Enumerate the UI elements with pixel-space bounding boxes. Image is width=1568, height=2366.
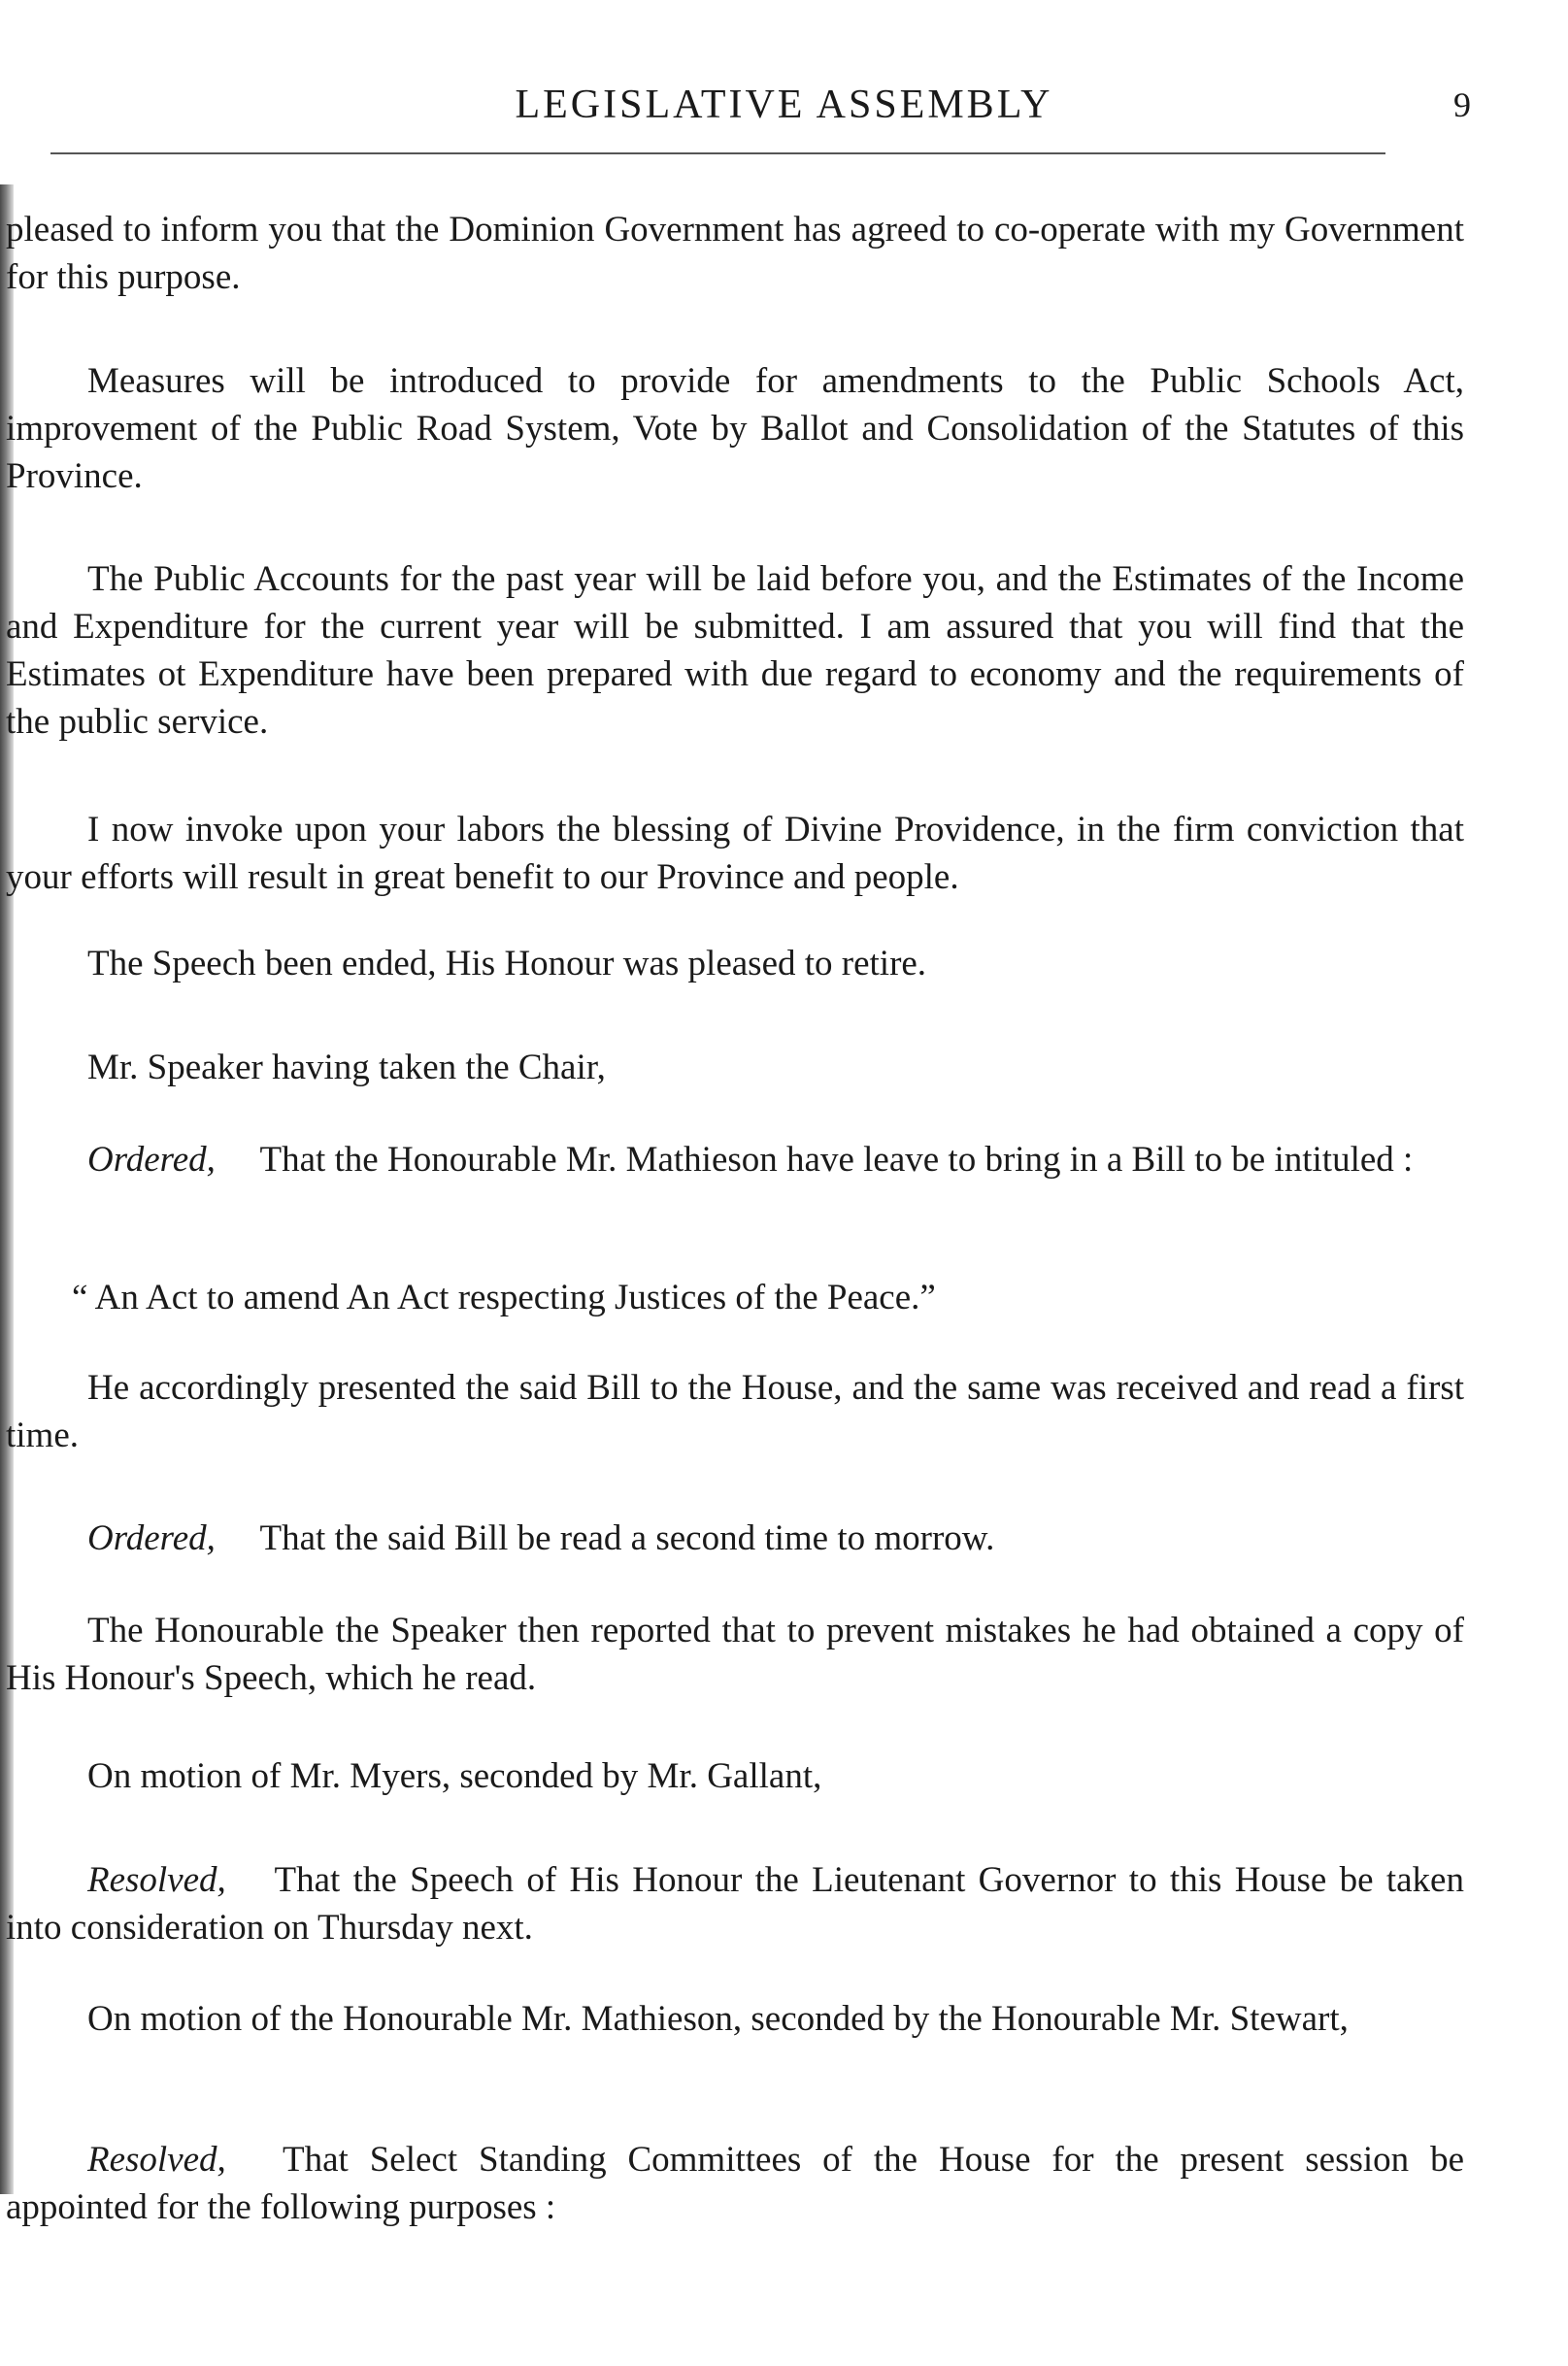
paragraph-text: That Select Standing Committees of the House for the present session be appointed for the following purposes : <box>6 2140 1464 2227</box>
paragraph-text: Mr. Speaker having taken the Chair, <box>87 1048 606 1087</box>
page-header <box>0 76 1568 134</box>
paragraph-text: That the Honourable Mr. Mathieson have leave to bring in a Bill to be intituled : <box>259 1140 1414 1180</box>
paragraph-text: That the said Bill be read a second time to morrow. <box>259 1518 995 1558</box>
paragraph <box>6 206 1464 301</box>
paragraph <box>6 940 1464 987</box>
paragraph-lead: Ordered, <box>87 1518 251 1558</box>
paragraph <box>6 1856 1464 1951</box>
paragraph <box>6 1136 1464 1183</box>
paragraph <box>6 2136 1464 2231</box>
paragraph-text: On motion of the Honourable Mr. Mathieson, seconded by the Honourable Mr. Stewart, <box>87 1999 1349 2039</box>
paragraph <box>6 357 1464 500</box>
paragraph <box>6 1995 1464 2043</box>
paragraph-text: Measures will be introduced to provide for amendments to the Public Schools Act, improvement of the Public Road System, Vote by Ballot and Consolidation of the Statutes of this Province. <box>6 361 1464 496</box>
paragraph <box>6 1752 1464 1800</box>
paragraph-lead: Ordered, <box>87 1140 251 1180</box>
paragraph-text: The Speech been ended, His Honour was pleased to retire. <box>87 944 927 983</box>
paragraph-text: The Public Accounts for the past year will be laid before you, and the Estimates of the Income and Expenditure for the current year will be submitted. I am assured that you will find that the Estimates ot Expenditure have been prepared with due regard to economy and the requirements of the public service. <box>6 559 1464 742</box>
paragraph <box>6 1274 1464 1321</box>
paragraph-text: The Honourable the Speaker then reported that to prevent mistakes he had obtained a copy of His Honour's Speech, which he read. <box>6 1611 1464 1698</box>
paragraph <box>6 806 1464 901</box>
paragraph-text: He accordingly presented the said Bill to the House, and the same was received and read a first time. <box>6 1368 1464 1455</box>
page-number: 9 <box>1453 85 1471 124</box>
paragraph <box>6 1515 1464 1562</box>
running-title: LEGISLATIVE ASSEMBLY <box>515 83 1053 127</box>
paragraph-lead: Resolved, <box>87 2140 262 2180</box>
paragraph-lead: Resolved, <box>87 1860 262 1900</box>
paragraph <box>6 1044 1464 1091</box>
paragraph <box>6 1607 1464 1702</box>
header-rule <box>50 152 1385 154</box>
paragraph-text: “ An Act to amend An Act respecting Justices of the Peace.” <box>72 1278 936 1317</box>
paragraph <box>6 1364 1464 1459</box>
paragraph-text: I now invoke upon your labors the blessing of Divine Providence, in the firm conviction that your efforts will result in great benefit to our Province and people. <box>6 810 1464 897</box>
paragraph-text: On motion of Mr. Myers, seconded by Mr. Gallant, <box>87 1756 822 1796</box>
paragraph-text: That the Speech of His Honour the Lieutenant Governor to this House be taken into consideration on Thursday next. <box>6 1860 1464 1948</box>
paragraph <box>6 555 1464 746</box>
paragraph-text: pleased to inform you that the Dominion Government has agreed to co-operate with my Government for this purpose. <box>6 210 1464 297</box>
